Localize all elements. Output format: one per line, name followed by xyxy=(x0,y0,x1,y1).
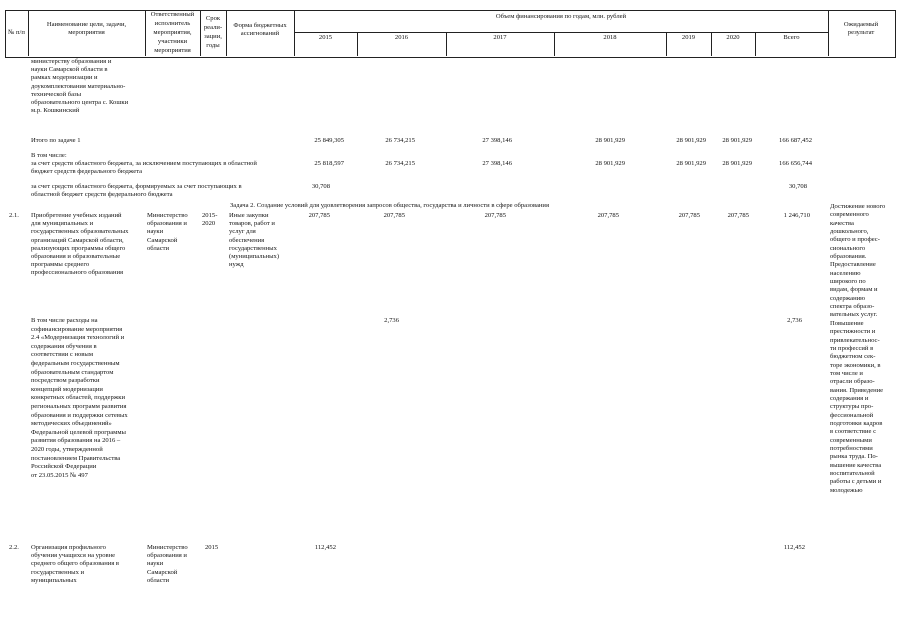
task2-title: Задача 2. Создание условий для удовлетворения запросов общества, государства и личности в сфере образования xyxy=(230,202,549,209)
regional-2016: 26 734,215 xyxy=(385,160,415,167)
header-year: 2018 xyxy=(603,34,617,41)
federal-sum: 30,708 xyxy=(788,183,807,190)
regional-2017: 27 398,146 xyxy=(482,160,512,167)
header-year: 2015 xyxy=(318,34,333,41)
header-col-term: Срок реали- зации, годы xyxy=(203,15,223,49)
total-task1-2017: 27 398,146 xyxy=(482,137,512,144)
total-task1-2018: 28 901,929 xyxy=(595,137,625,144)
carry-over-text: министерству образования и науки Самарской области в рамках модернизации и доукомплектования материально- технической базы образовательного центра с. Кошки м.р. Кошкинский xyxy=(31,58,129,115)
row21-sub-2016: 2,736 xyxy=(384,317,399,324)
row22-name: Организация профильного обучения учащихся на уровне среднего общего образования в государственных и муниципальных xyxy=(31,544,120,584)
header-col-funding: Объем финансирования по годам, млн. рублей xyxy=(495,13,627,20)
row21-2016: 207,785 xyxy=(383,212,405,219)
row22-2015: 112,452 xyxy=(314,544,336,551)
total-task1-sum: 166 687,452 xyxy=(779,137,812,144)
row21-sub-name: В том числе расходы на софинансирование мероприятия 2.4 «Модернизация технологий и содержания обучения в соответствии с новым федеральным государственным образовательным стандартом посредством разработки концепций модернизации конкретных областей, поддержки региональных программ развития образования и поддержки сетевых методических объединений» Федеральной целевой программы развития образования на 2016 – 2020 годы, утвержденной постановлением Правительства Российской Федерации от 23.05.2015 № 497 xyxy=(31,317,128,479)
row22-term: 2015 xyxy=(205,544,219,551)
row21-num: 2.1. xyxy=(9,212,19,219)
total-task1-2020: 28 901,929 xyxy=(722,137,752,144)
row21-exec: Министерство образования и науки Самарской области xyxy=(147,212,188,252)
row21-2020: 207,785 xyxy=(727,212,749,219)
total-task1-2015: 25 849,305 xyxy=(314,137,344,144)
total-task1-label: Итого по задаче 1 xyxy=(31,137,81,144)
header-year: 2016 xyxy=(394,34,409,41)
expected-result-text: Достижение нового современного качества дошкольного, общего и профес- сионального образования. Предоставление населению широкого по видам, формам и содержанию спектра образо- вательных услуг. Повышение престижности и привлекательнос- ти профессий в бюджетном сек- торе экономики, в том числе и отрасли образо- вания. Приведение содержания и структуры про- фессиональной подготовки кадров в соответствие с современными потребностями рынка труда. По- вышение качества воспитательной работы с детьми и молодежью xyxy=(830,203,886,494)
row21-2015: 207,785 xyxy=(308,212,330,219)
header-col-exec: Ответственный исполнитель мероприятия, участники мероприятия xyxy=(150,11,195,54)
row21-term: 2015- 2020 xyxy=(202,212,218,228)
regional-budget-label: за счет средств областного бюджета, за исключением поступающих в областной бюджет средств федерального бюджета xyxy=(31,160,257,176)
row22-num: 2.2. xyxy=(9,544,19,551)
federal-budget-label: за счет средств областного бюджета, формируемых за счет поступающих в областной бюджет средств федерального бюджета xyxy=(31,183,242,199)
row21-sub-sum: 2,736 xyxy=(787,317,802,324)
including-label: В том числе: xyxy=(31,152,67,159)
row21-sum: 1 246,710 xyxy=(783,212,810,219)
row21-2019: 207,785 xyxy=(678,212,700,219)
row21-2017: 207,785 xyxy=(484,212,506,219)
federal-2015: 30,708 xyxy=(311,183,330,190)
header-year: 2019 xyxy=(681,34,696,41)
row22-sum: 112,452 xyxy=(783,544,805,551)
header-col-name: Наименование цели, задачи, мероприятия xyxy=(46,21,127,37)
total-task1-2016: 26 734,215 xyxy=(385,137,415,144)
total-task1-2019: 28 901,929 xyxy=(676,137,706,144)
header-col-result: Ожидаемый результат xyxy=(843,21,879,37)
header-year: 2020 xyxy=(726,34,740,41)
row22-exec: Министерство образования и науки Самарской области xyxy=(147,544,188,584)
regional-2015: 25 818,597 xyxy=(314,160,344,167)
header-col-form: Форма бюджетных ассигнований xyxy=(233,22,287,38)
header-divider xyxy=(294,32,828,33)
regional-sum: 166 656,744 xyxy=(779,160,812,167)
row21-2018: 207,785 xyxy=(597,212,619,219)
regional-2018: 28 901,929 xyxy=(595,160,625,167)
regional-2019: 28 901,929 xyxy=(676,160,706,167)
header-col-num: № п/п xyxy=(8,29,25,36)
row21-name: Приобретение учебных изданий для муниципальных и государственных образовательных организаций Самарской области, реализующих программы общего образования и образовательные программы среднего профессионального образования xyxy=(31,212,129,277)
regional-2020: 28 901,929 xyxy=(722,160,752,167)
header-year: Всего xyxy=(783,34,800,41)
row21-form: Иные закупки товаров, работ и услуг для обеспечения государственных (муниципальных) нужд xyxy=(229,212,280,269)
header-year: 2017 xyxy=(493,34,507,41)
